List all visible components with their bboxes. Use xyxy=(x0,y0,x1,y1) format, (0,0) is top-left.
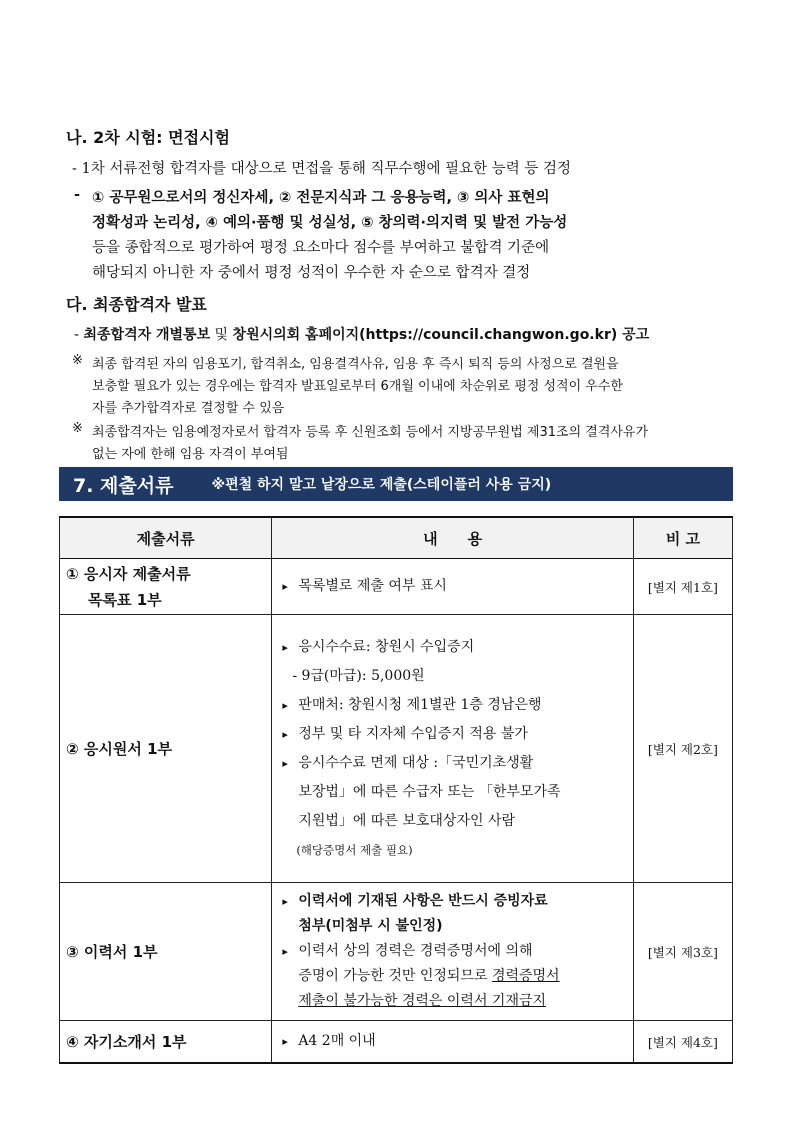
note-1-line-1: 최종 합격된 자의 임용포기, 합격취소, 임용결격사유, 임용 후 즉시 퇴직 등의 사정으로 결원을 xyxy=(92,357,619,372)
row-2-item-4-line-2: 보장법」에 따른 수급자 또는 「한부모가족 xyxy=(298,783,561,800)
interview-heading: 나. 2차 시험: 면접시험 xyxy=(66,128,230,147)
table-row xyxy=(60,615,733,883)
interview-line-5: 해당되지 아니한 자 중에서 평정 성적이 우수한 자 순으로 합격자 결정 xyxy=(92,265,531,281)
final-notice xyxy=(74,324,649,344)
note-1-line-2: 보충할 필요가 있는 경우에는 합격자 발표일로부터 6개월 이내에 차순위로 평정 성적이 우수한 xyxy=(92,379,623,394)
row-3-remark: [별지 제3호] xyxy=(633,883,732,1021)
header-remark: 비 고 xyxy=(633,517,732,559)
row-3-item-2-line-2a: 증명이 가능한 것만 인정되므로 xyxy=(298,968,492,984)
row-3-item-2-line-2 xyxy=(282,964,625,989)
row-3-item-1-line-2: 첨부(미첨부 시 불인정) xyxy=(298,918,443,934)
row-1-name xyxy=(60,559,272,615)
row-3-item-2-line-3: 제출이 불가능한 경력은 이력서 기재금지 xyxy=(298,993,547,1009)
row-3-name: ③ 이력서 1부 xyxy=(60,883,272,1021)
table-header-row xyxy=(60,517,733,559)
interview-dash: - xyxy=(74,186,81,203)
row-4-content xyxy=(272,1021,634,1064)
row-1-item: ▸ 목록별로 제출 여부 표시 xyxy=(282,572,625,601)
row-2-item-4-line-3: 지원법」에 따른 보호대상자인 사람 xyxy=(298,812,515,829)
row-2-remark: [별지 제2호] xyxy=(633,615,732,883)
row-1-remark: [별지 제1호] xyxy=(633,559,732,615)
row-2-item-4-note: (해당증명서 제출 필요) xyxy=(296,842,413,857)
row-3-item-2-line-2b: 경력증명서 xyxy=(491,968,560,984)
section-title: 7. 제출서류 xyxy=(73,474,174,497)
interview-line-4: 등을 종합적으로 평가하여 평정 요소마다 점수를 부여하고 불합격 기준에 xyxy=(92,240,550,256)
row-3-item-2: ▸ 이력서 상의 경력은 경력증명서에 의해 xyxy=(282,939,625,964)
row-1-name-line-2: 목록표 1부 xyxy=(88,590,162,609)
table-row xyxy=(60,559,733,615)
row-2-item-2: ▸ 판매처: 창원시청 제1별관 1층 경남은행 xyxy=(282,691,625,720)
final-notice-bold-1: 최종합격자 개별통보 xyxy=(83,327,211,343)
header-documents: 제출서류 xyxy=(60,517,272,559)
row-4-item: ▸ A4 2매 이내 xyxy=(282,1027,625,1056)
note-2-line-2: 없는 자에 한해 임용 자격이 부여됨 xyxy=(92,447,289,462)
table-row xyxy=(60,1021,733,1064)
final-notice-mid: 및 xyxy=(210,327,233,343)
row-3-item-1: ▸ 이력서에 기재된 사항은 반드시 증빙자료 xyxy=(282,889,625,914)
note-1-line-3: 자를 추가합격자로 결정할 수 있음 xyxy=(92,401,285,416)
row-2-item-4: ▸ 응시수수료 면제 대상 :「국민기초생활 xyxy=(282,749,625,778)
row-2-item-1-sub: - 9급(마급): 5,000원 xyxy=(292,667,425,684)
table-row xyxy=(60,883,733,1021)
final-heading: 다. 최종합격자 발표 xyxy=(66,295,207,314)
row-2-item-3: ▸ 정부 및 타 지자체 수입증지 적용 불가 xyxy=(282,720,625,749)
section-title-bar xyxy=(59,467,733,501)
row-1-content xyxy=(272,559,634,615)
note-2-line-1: 최종합격자는 임용예정자로서 합격자 등록 후 신원조회 등에서 지방공무원법 제31조의 결격사유가 xyxy=(92,425,649,440)
row-1-name-line-1: ① 응시자 제출서류 xyxy=(66,564,191,583)
row-4-remark: [별지 제4호] xyxy=(633,1021,732,1064)
interview-line-1: - 1차 서류전형 합격자를 대상으로 면접을 통해 직무수행에 필요한 능력 등 검정 xyxy=(72,161,572,177)
interview-line-2: ① 공무원으로서의 정신자세, ② 전문지식과 그 응용능력, ③ 의사 표현의 xyxy=(92,190,550,206)
documents-table xyxy=(59,516,733,1064)
row-2-item-1: ▸ 응시수수료: 창원시 수입증지 xyxy=(282,633,625,662)
header-content: 내 용 xyxy=(272,517,634,559)
note-1-mark: ※ xyxy=(72,353,83,368)
final-notice-bold-2: 창원시의회 홈페이지(https://council.changwon.go.kr) 공고 xyxy=(232,327,650,343)
row-3-content xyxy=(272,883,634,1021)
note-2-mark: ※ xyxy=(72,421,83,436)
row-2-name: ② 응시원서 1부 xyxy=(60,615,272,883)
section-subtitle: ※편철 하지 말고 낱장으로 제출(스테이플러 사용 금지) xyxy=(211,477,552,493)
interview-line-3: 정확성과 논리성, ④ 예의·품행 및 성실성, ⑤ 창의력·의지력 및 발전 가능성 xyxy=(92,215,568,231)
row-4-name: ④ 자기소개서 1부 xyxy=(60,1021,272,1064)
final-dash: - xyxy=(74,327,80,343)
row-2-content xyxy=(272,615,634,883)
